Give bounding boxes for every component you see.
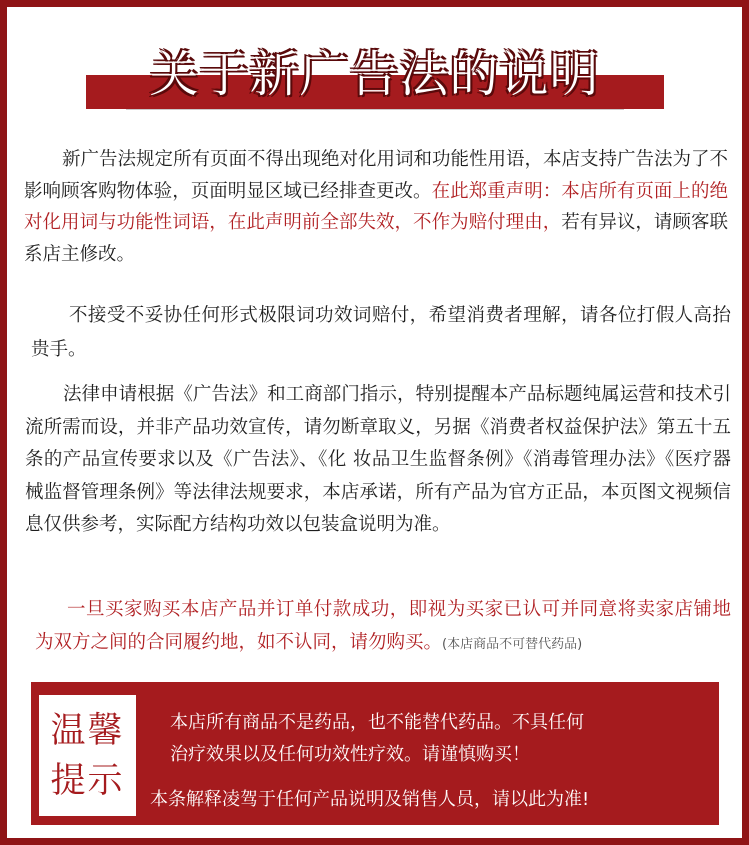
paragraph-legal: 法律申请根据《广告法》和工商部门指示，特别提醒本产品标题纯属运营和技术引流所需而设，并非产品功效宣传，请勿断章取义，另据《消费者权益保护法》第五十五条的产品宣传要求以及《广告法》、《化 妆品卫生监督条例》《消毒管理办法》《医疗器械监督管理条例》等法律法规要求，本店承诺，所有产品为官方正品，本页图文视频信息仅供参考，实际配方结构功效以包装盒说明为准。 (25, 384, 731, 535)
p4-note: (本店商品不可替代药品) (442, 637, 583, 652)
p1-text-end: 若有异议，请顾客联系店主修改。 (24, 212, 728, 265)
paragraph-ad-law (24, 144, 728, 270)
p1-text: 新广告法规定所有页面不得出现绝对化用词和功能性用语，本店支持广告法为了不影响顾客购物体验，页面明显区域已经排查更改。 (24, 149, 729, 202)
p1-declaration: 在此郑重声明：本店所有页面上的绝对化用词与功能性词语，在此声明前全部失效，不作为赔付理由， (24, 180, 728, 233)
page-title: 关于新广告法的说明 (149, 46, 600, 103)
notice-line-1: 本店所有商品不是药品，也不能替代药品。不具任何 (170, 712, 584, 733)
warm-tip-tag (39, 695, 136, 816)
tag-line-1: 温馨 (50, 710, 125, 751)
title-underline (126, 109, 624, 110)
notice-line-3: 本条解释凌驾于任何产品说明及销售人员，请以此为准! (150, 789, 590, 810)
notice-page (7, 7, 742, 838)
paragraph-purchase-terms (35, 593, 731, 661)
notice-line-2: 治疗效果以及任何功效性疗效。请谨慎购买！ (170, 744, 530, 765)
tag-line-2: 提示 (50, 760, 125, 801)
title-banner (7, 7, 742, 117)
paragraph-no-compensation: 不接受不妥协任何形式极限词功效词赔付，希望消费者理解，请各位打假人高抬贵手。 (31, 305, 731, 360)
warm-tip-box (31, 682, 719, 825)
p4-terms: 一旦买家购买本店产品并订单付款成功，即视为买家已认可并同意将卖家店铺地为双方之间的合同履约地，如不认同，请勿购买。 (35, 599, 731, 653)
